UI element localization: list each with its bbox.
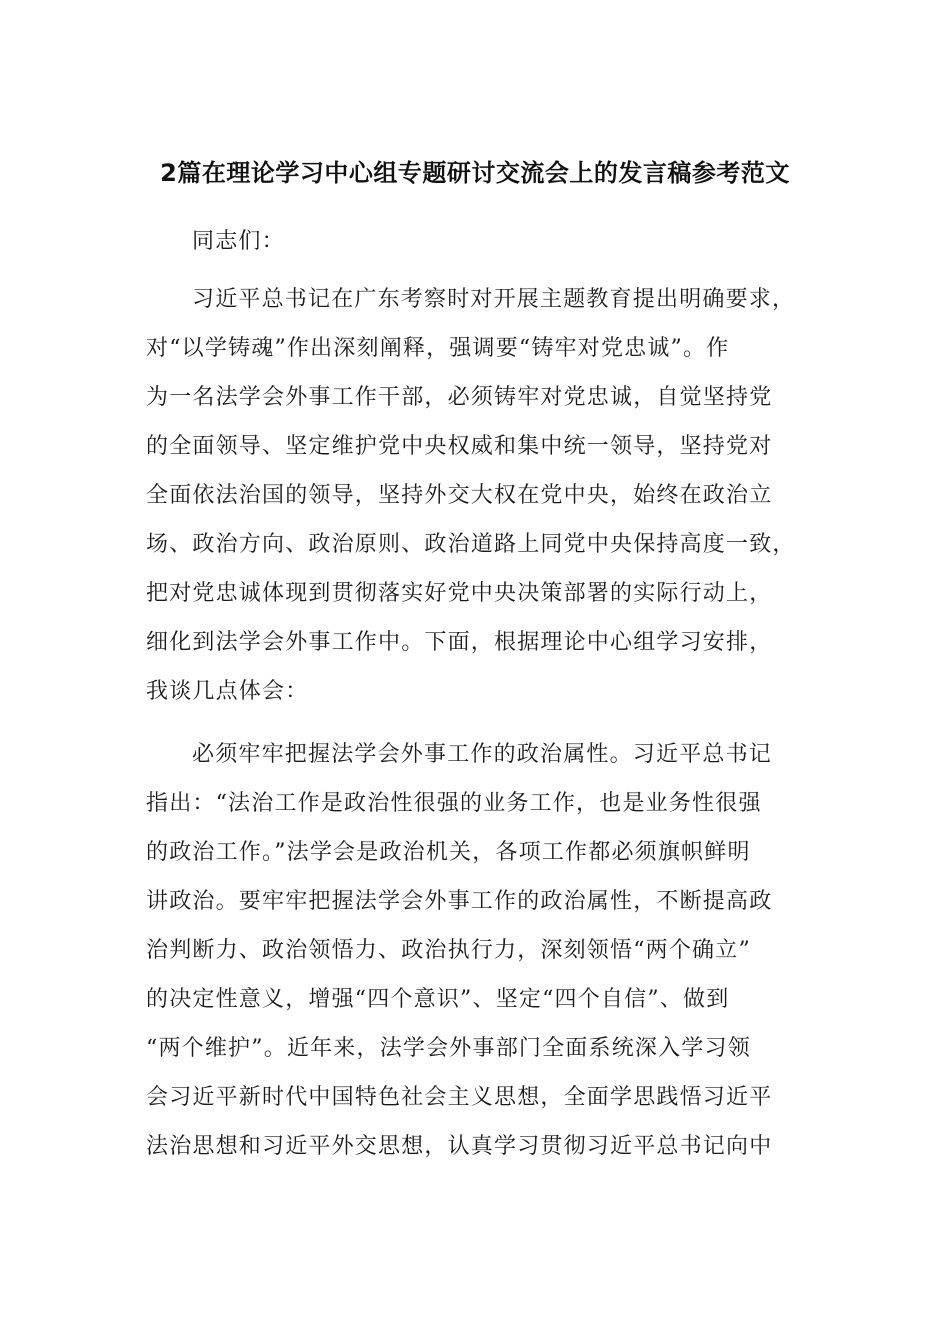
document-body	[146, 0, 806, 1344]
paragraph-1-line-4: 的全面领导、坚定维护党中央权威和集中统一领导，坚持党对	[146, 434, 773, 459]
document-title: 2篇在理论学习中心组专题研讨交流会上的发言稿参考范文	[160, 159, 790, 187]
paragraph-1-line-7: 把对党忠诚体现到贯彻落实好党中央决策部署的实际行动上，	[146, 581, 773, 606]
paragraph-2-line-6: 的决定性意义，增强“四个意识”、坚定“四个自信”、做到	[146, 987, 730, 1012]
paragraph-1-line-3: 为一名法学会外事工作干部，必须铸牢对党忠诚，自觉坚持党	[146, 385, 773, 410]
paragraph-1-line-8: 细化到法学会外事工作中。下面，根据理论中心组学习安排，	[146, 630, 773, 655]
paragraph-1-line-5: 全面依法治国的领导，坚持外交大权在党中央，始终在政治立	[146, 483, 773, 508]
paragraph-1-line-2: 对“以学铸魂”作出深刻阐释，强调要“铸牢对党忠诚”。作	[146, 336, 730, 361]
paragraph-1-line-1: 习近平总书记在广东考察时对开展主题教育提出明确要求，	[192, 287, 796, 312]
paragraph-2-line-1: 必须牢牢把握法学会外事工作的政治属性。习近平总书记	[192, 742, 773, 767]
paragraph-2-line-7: “两个维护”。近年来，法学会外事部门全面系统深入学习领	[146, 1036, 751, 1061]
greeting: 同志们：	[192, 229, 285, 254]
paragraph-2-line-5: 治判断力、政治领悟力、政治执行力，深刻领悟“两个确立”	[146, 938, 751, 963]
paragraph-2-line-3: 的政治工作。”法学会是政治机关，各项工作都必须旗帜鲜明	[146, 840, 751, 865]
paragraph-2-line-4: 讲政治。要牢牢把握法学会外事工作的政治属性，不断提高政	[146, 889, 773, 914]
paragraph-1-line-9: 我谈几点体会：	[146, 679, 309, 704]
paragraph-2-line-2: 指出：“法治工作是政治性很强的业务工作，也是业务性很强	[146, 791, 762, 816]
paragraph-2-line-8: 会习近平新时代中国特色社会主义思想，全面学思践悟习近平	[146, 1085, 773, 1110]
paragraph-1-line-6: 场、政治方向、政治原则、政治道路上同党中央保持高度一致，	[146, 532, 796, 557]
paragraph-2-line-9: 法治思想和习近平外交思想，认真学习贯彻习近平总书记向中	[146, 1134, 773, 1159]
